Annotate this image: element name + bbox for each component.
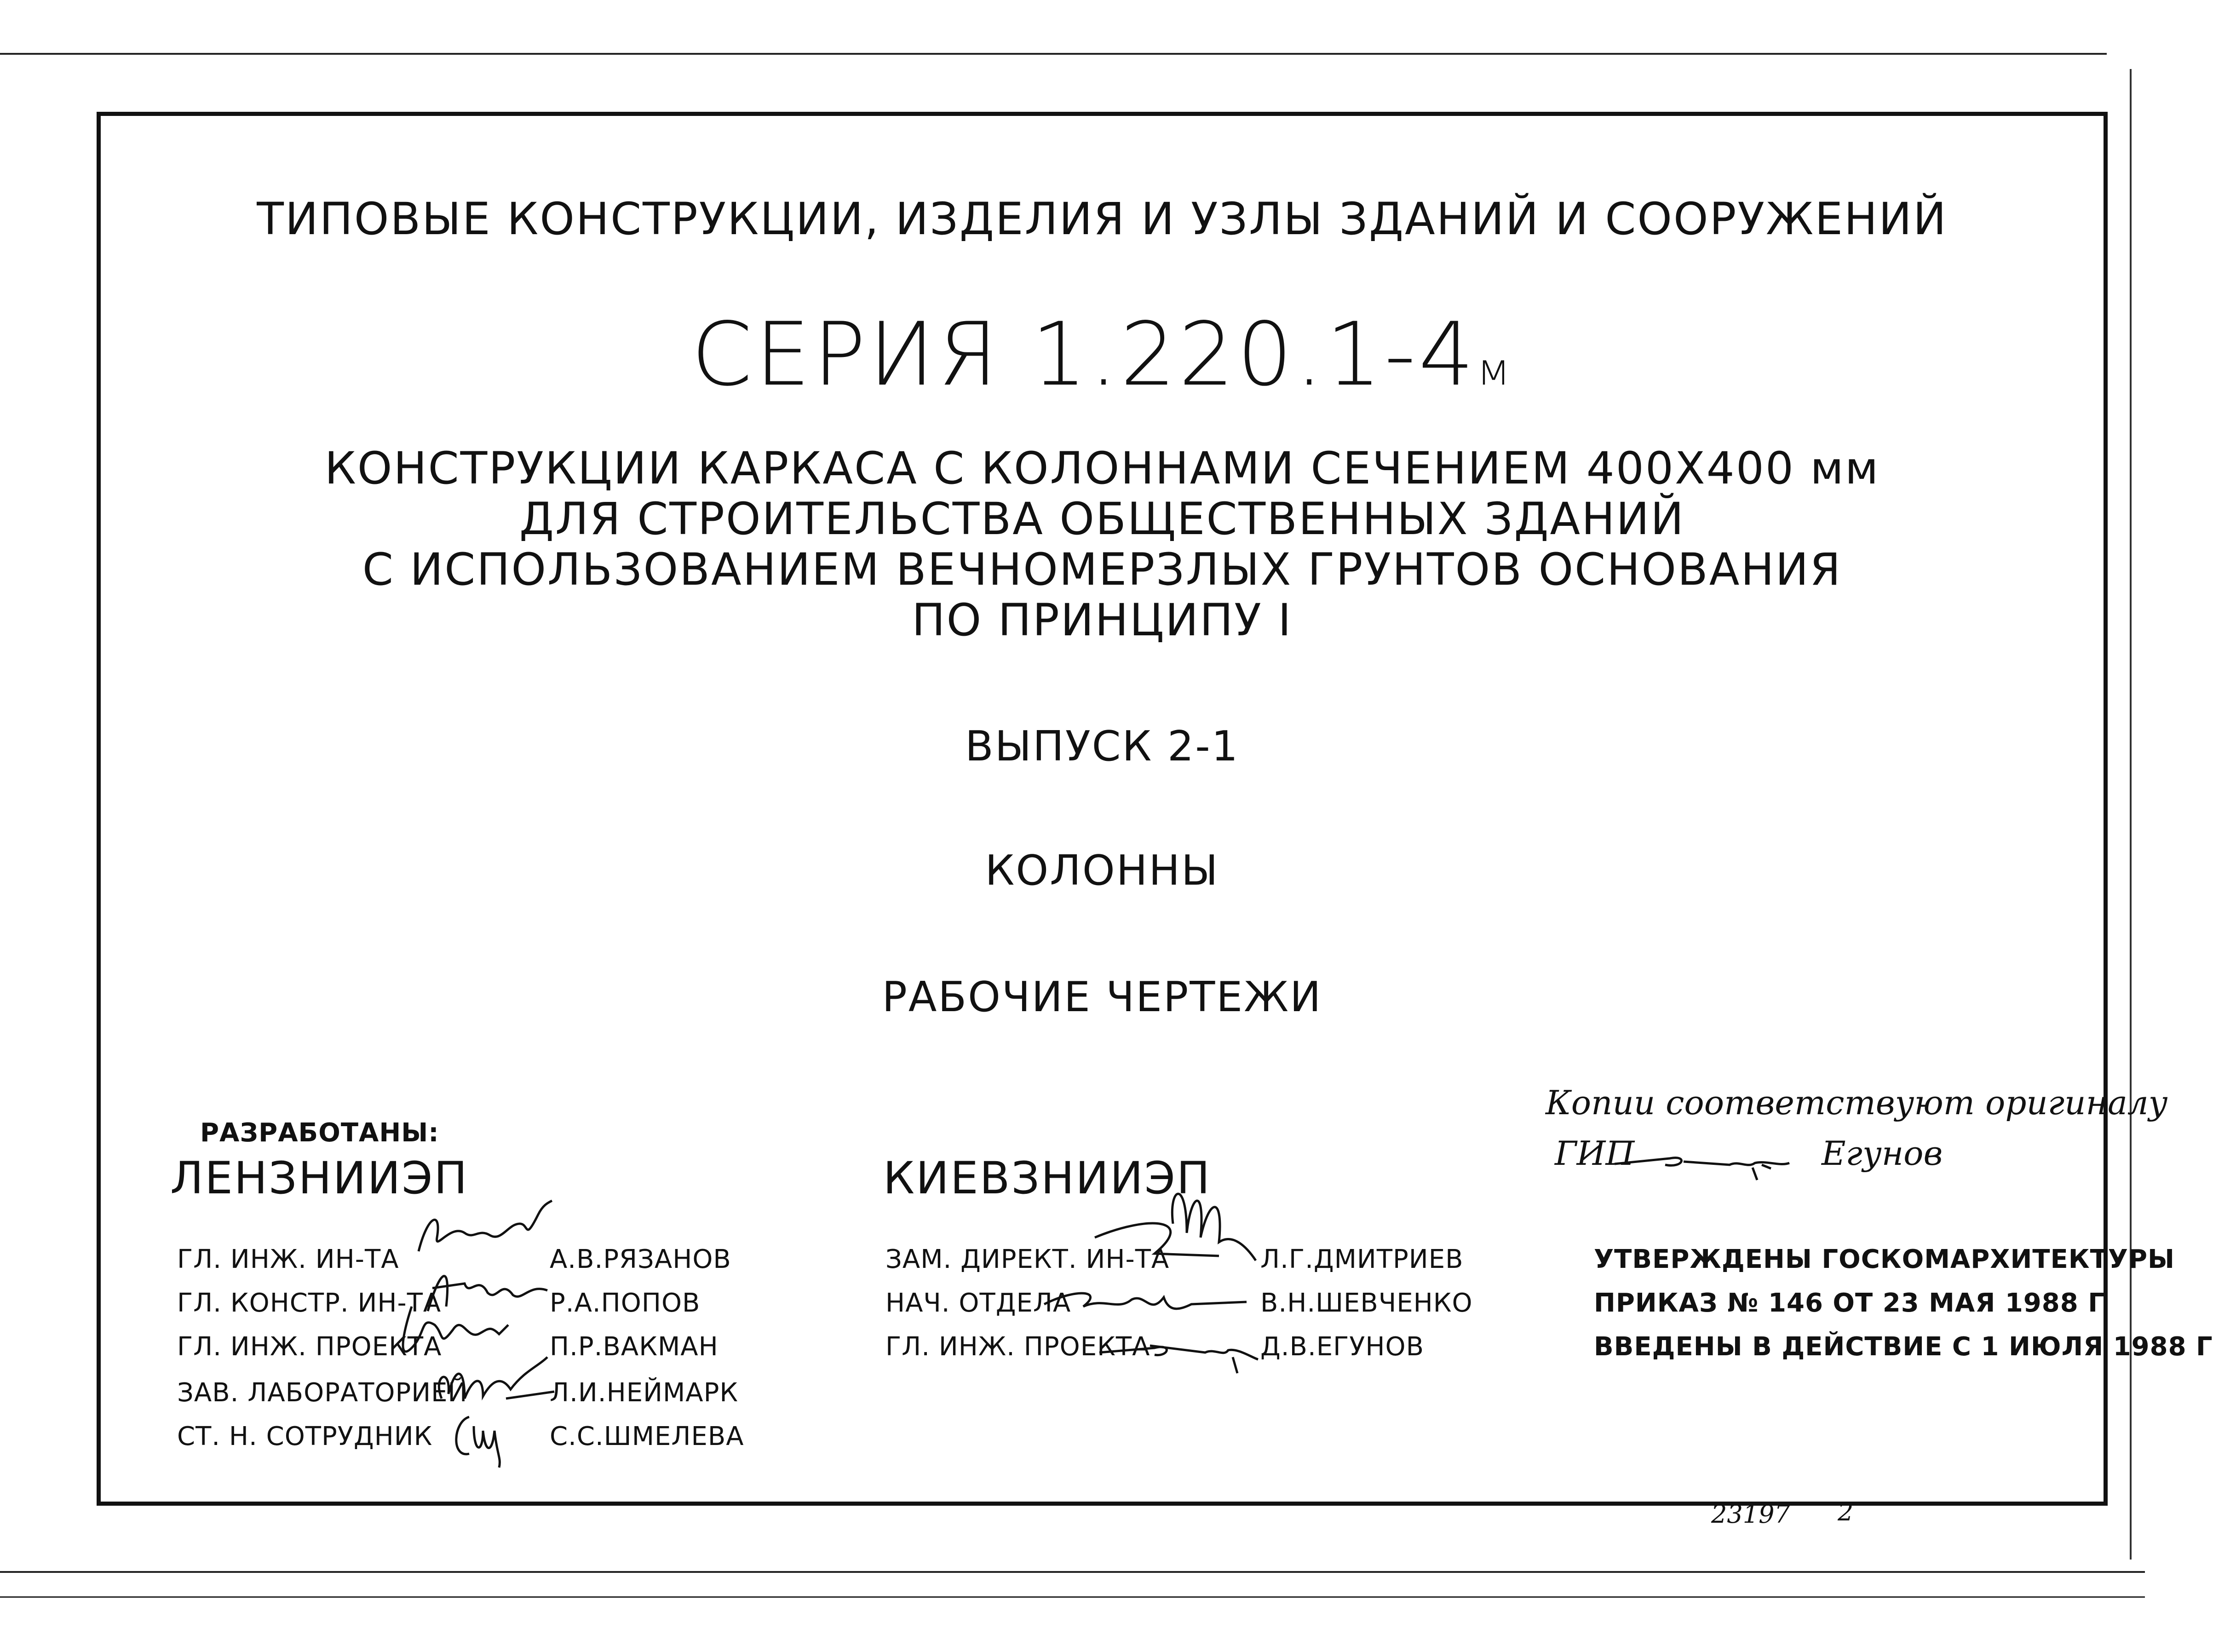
org-mid-name: КИЕВЗНИИЭП — [883, 1152, 1212, 1204]
signature-ryazanov — [409, 1196, 557, 1265]
header-title: ТИПОВЫЕ КОНСТРУКЦИИ, ИЗДЕЛИЯ И УЗЛЫ ЗДАНИЙ И СООРУЖЕНИЙ — [257, 193, 1948, 245]
series-label: СЕРИЯ 1.220.1-4 — [691, 304, 1477, 405]
section-label: КОЛОННЫ — [985, 846, 1219, 895]
subtitle-line-2: ДЛЯ СТРОИТЕЛЬСТВА ОБЩЕСТВЕННЫХ ЗДАНИЙ — [519, 493, 1685, 545]
org-left-position-1: ГЛ. ИНЖ. ИН-ТА — [177, 1244, 399, 1274]
signature-gip-egunov — [1615, 1136, 1817, 1182]
org-mid-person-1: Л.Г.ДМИТРИЕВ — [1260, 1244, 1464, 1274]
subtitle-line-3: С ИСПОЛЬЗОВАНИЕМ ВЕЧНОМЕРЗЛЫХ ГРУНТОВ ОСНОВАНИЯ — [362, 544, 1842, 595]
org-left-person-3: П.Р.ВАКМАН — [550, 1332, 719, 1362]
signature-shevchenko — [1040, 1279, 1251, 1325]
series-suffix: м — [1477, 344, 1513, 395]
handwritten-note-egunov: Егунов — [1822, 1134, 1943, 1173]
bottom-scan-line-1 — [0, 1571, 2145, 1573]
org-left-position-4: ЗАВ. ЛАБОРАТОРИЕЙ — [177, 1378, 468, 1408]
org-mid-person-3: Д.В.ЕГУНОВ — [1260, 1332, 1425, 1362]
org-mid-position-2: НАЧ. ОТДЕЛА — [885, 1288, 1071, 1318]
org-mid-person-2: В.Н.ШЕВЧЕНКО — [1260, 1288, 1473, 1318]
signature-shmeleva — [446, 1408, 515, 1472]
signature-neymark — [423, 1348, 557, 1417]
issue-label: ВЫПУСК 2-1 — [965, 722, 1239, 771]
doc-type-label: РАБОЧИЕ ЧЕРТЕЖИ — [882, 973, 1322, 1021]
top-scan-line — [0, 53, 2107, 55]
org-left-position-3: ГЛ. ИНЖ. ПРОЕКТА — [177, 1332, 442, 1362]
handwritten-note-gip: ГИП — [1555, 1134, 1635, 1173]
org-left-position-2: ГЛ. КОНСТР. ИН-ТА — [177, 1288, 442, 1318]
subtitle-line-4: ПО ПРИНЦИПУ I — [912, 594, 1293, 646]
signature-egunov — [1099, 1325, 1260, 1376]
inventory-number: 23197 — [1711, 1500, 1790, 1529]
subtitle-line-1: КОНСТРУКЦИИ КАРКАСА С КОЛОННАМИ СЕЧЕНИЕМ 400Х400 мм — [324, 443, 1880, 494]
org-mid-position-1: ЗАМ. ДИРЕКТ. ИН-ТА — [885, 1244, 1170, 1274]
handwritten-note-line-1: Копии соответствуют оригиналу — [1546, 1083, 2168, 1122]
approval-line-1: УТВЕРЖДЕНЫ ГОСКОМАРХИТЕКТУРЫ — [1594, 1244, 2175, 1274]
org-left-name: ЛЕНЗНИИЭП — [170, 1152, 469, 1204]
series-title — [97, 304, 2108, 405]
signature-dmitriev — [1095, 1178, 1260, 1284]
org-left-position-5: СТ. Н. СОТРУДНИК — [177, 1422, 433, 1451]
page-number: 2 — [1838, 1497, 1854, 1526]
org-left-person-1: А.В.РЯЗАНОВ — [550, 1244, 731, 1274]
org-left-person-2: Р.А.ПОПОВ — [550, 1288, 701, 1318]
org-mid-position-3: ГЛ. ИНЖ. ПРОЕКТА — [885, 1332, 1150, 1362]
approval-line-3: ВВЕДЕНЫ В ДЕЙСТВИЕ С 1 ИЮЛЯ 1988 Г — [1594, 1332, 2213, 1362]
bottom-scan-line-2 — [0, 1596, 2145, 1598]
org-left-person-4: Л.И.НЕЙМАРК — [550, 1378, 739, 1408]
developed-by-label: РАЗРАБОТАНЫ: — [200, 1118, 439, 1148]
approval-line-2: ПРИКАЗ № 146 ОТ 23 МАЯ 1988 Г — [1594, 1288, 2105, 1318]
org-left-person-5: С.С.ШМЕЛЕВА — [550, 1422, 744, 1451]
